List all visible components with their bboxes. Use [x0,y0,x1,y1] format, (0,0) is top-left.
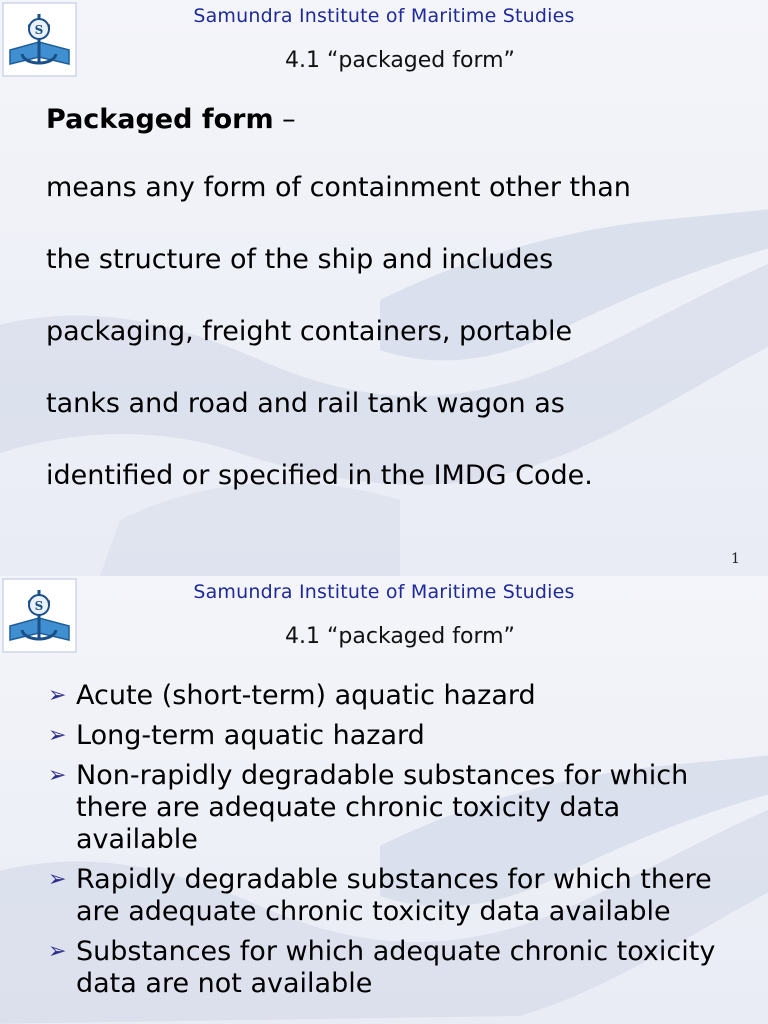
arrow-bullet-icon: ➢ [48,723,67,748]
arrow-bullet-icon: ➢ [48,939,67,964]
bullet-list [46,680,746,1008]
bullet-text: Substances for which adequate chronic toxicity data are not available [76,936,716,999]
definition-line-4: tanks and road and rail tank wagon as [46,388,565,419]
definition-heading [46,104,296,135]
slide-subtitle: 4.1 “packaged form” [285,48,515,73]
institute-name: Samundra Institute of Maritime Studies [193,581,575,603]
definition-line-2: the structure of the ship and includes [46,244,554,275]
institute-name: Samundra Institute of Maritime Studies [193,5,575,27]
slide-subtitle: 4.1 “packaged form” [285,624,515,649]
bullet-item [46,936,746,1000]
bullet-item [46,864,746,928]
bullet-text: Long-term aquatic hazard [76,720,425,751]
definition-line-3: packaging, freight containers, portable [46,316,573,347]
svg-text:S: S [34,599,44,613]
svg-text:S: S [34,23,44,37]
bullet-item [46,680,746,712]
slide-2 [0,576,768,1024]
arrow-bullet-icon: ➢ [48,683,67,708]
definition-line-5: identified or specified in the IMDG Code. [46,460,593,491]
definition-line-1: means any form of containment other than [46,172,631,203]
bullet-text: Acute (short-term) aquatic hazard [76,680,536,711]
bullet-text: Non-rapidly degradable substances for which there are adequate chronic toxicity data available [76,760,689,855]
bullet-text: Rapidly degradable substances for which there are adequate chronic toxicity data available [76,864,712,927]
arrow-bullet-icon: ➢ [48,867,67,892]
heading-term: Packaged form [46,104,274,135]
heading-dash: – [273,104,296,135]
page-number: 1 [731,551,740,567]
bullet-item [46,720,746,752]
arrow-bullet-icon: ➢ [48,763,67,788]
bullet-item [46,760,746,856]
